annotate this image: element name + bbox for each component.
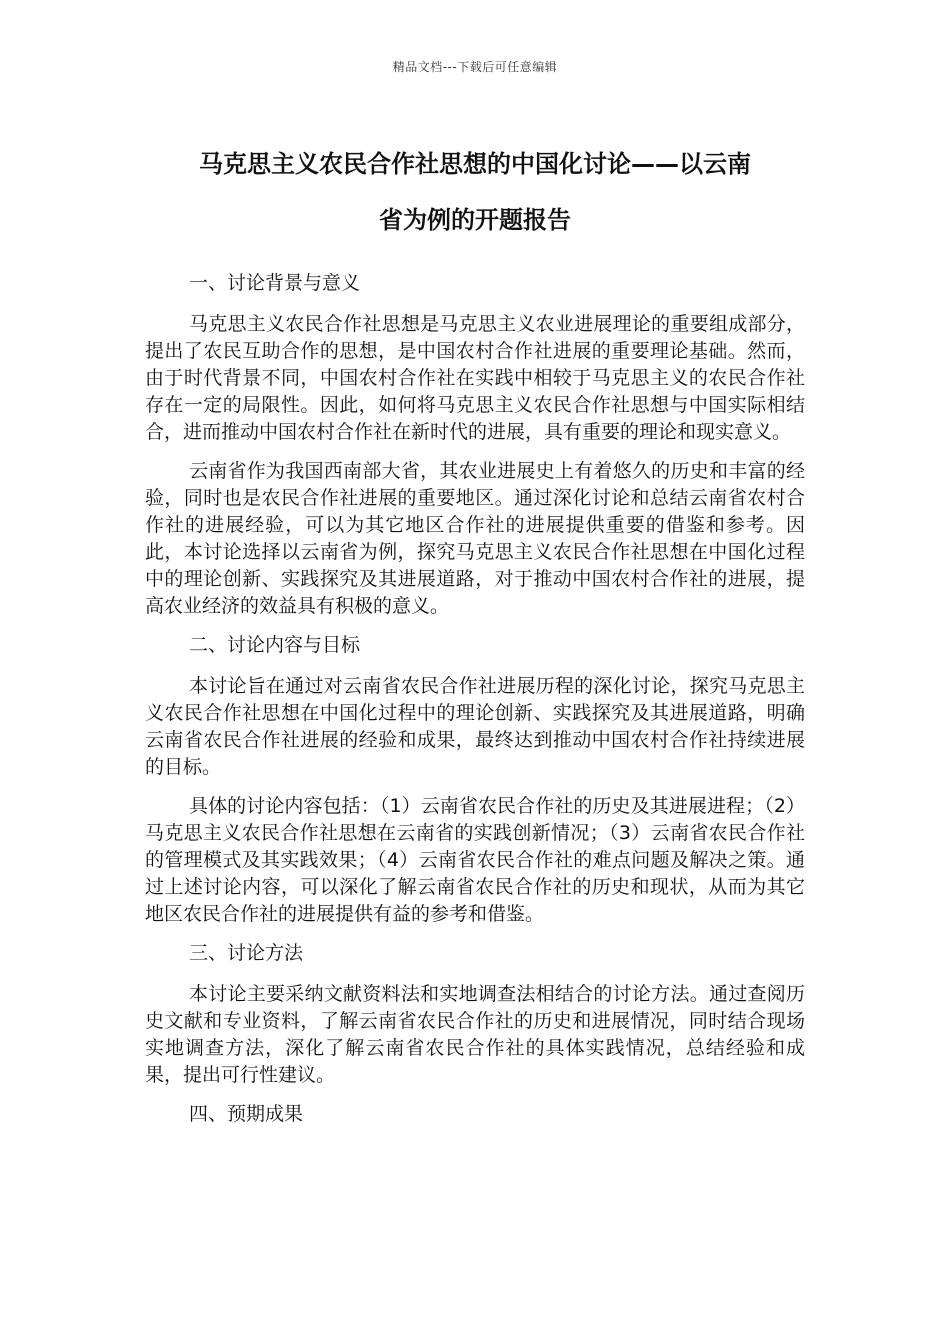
document-body: [145, 270, 805, 1142]
section-heading: 一、讨论背景与意义: [189, 272, 361, 294]
paragraph: 本讨论旨在通过对云南省农民合作社进展历程的深化讨论，探究马克思主义农民合作社思想在中国化过程中的理论创新、实践探究及其进展道路，明确云南省农民合作社进展的经验和成果，最终达到推动中国农村合作社持续进展的目标。: [145, 675, 805, 778]
section-heading: 二、讨论内容与目标: [189, 634, 361, 656]
section-background: [145, 270, 805, 620]
paragraph: 本讨论主要采纳文献资料法和实地调查法相结合的讨论方法。通过查阅历史文献和专业资料，了解云南省农民合作社的历史和进展情况，同时结合现场实地调查方法，深化了解云南省农民合作社的具体实践情况，总结经验和成果，提出可行性建议。: [145, 983, 805, 1086]
section-heading: 四、预期成果: [189, 1103, 304, 1125]
section-expected-results: [145, 1101, 805, 1128]
header-note: 精品文档---下载后可任意编辑: [392, 60, 558, 74]
paragraph: 马克思主义农民合作社思想是马克思主义农业进展理论的重要组成部分，提出了农民互助合作的思想，是中国农村合作社进展的重要理论基础。然而，由于时代背景不同，中国农村合作社在实践中相较于马克思主义的农民合作社存在一定的局限性。因此，如何将马克思主义农民合作社思想与中国实际相结合，进而推动中国农村合作社在新时代的进展，具有重要的理论和现实意义。: [145, 313, 805, 443]
section-content-goals: [145, 632, 805, 928]
paragraph: 云南省作为我国西南部大省，其农业进展史上有着悠久的历史和丰富的经验，同时也是农民合作社进展的重要地区。通过深化讨论和总结云南省农村合作社的进展经验，可以为其它地区合作社的进展提供重要的借鉴和参考。因此，本讨论选择以云南省为例，探究马克思主义农民合作社思想在中国化过程中的理论创新、实践探究及其进展道路，对于推动中国农村合作社的进展，提高农业经济的效益具有积极的意义。: [145, 460, 805, 617]
section-heading: 三、讨论方法: [189, 942, 304, 964]
paragraph: 具体的讨论内容包括：（1）云南省农民合作社的历史及其进展进程；（2）马克思主义农民合作社思想在云南省的实践创新情况；（3）云南省农民合作社的管理模式及其实践效果；（4）云南省农民合作社的难点问题及解决之策。通过上述讨论内容，可以深化了解云南省农民合作社的历史和现状，从而为其它地区农民合作社的进展提供有益的参考和借鉴。: [145, 795, 805, 925]
document-title: [140, 136, 810, 248]
document-title-line-2: 省为例的开题报告: [379, 206, 571, 234]
document-title-line-1: 马克思主义农民合作社思想的中国化讨论——以云南: [199, 150, 751, 178]
section-methods: [145, 940, 805, 1089]
